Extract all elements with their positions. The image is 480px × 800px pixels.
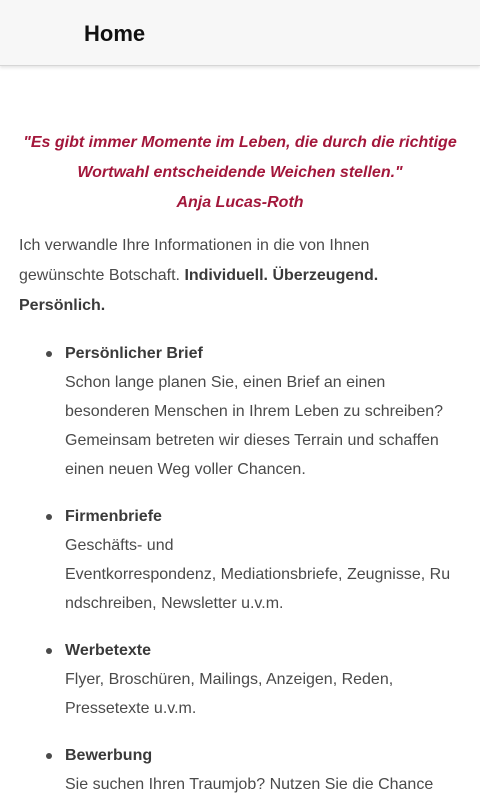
bullet-icon xyxy=(46,753,52,759)
service-description-line: Pressetexte u.v.m. xyxy=(65,700,197,717)
service-description-line: besonderen Menschen in Ihrem Leben zu schreiben? xyxy=(65,403,444,420)
service-title: Firmenbriefe xyxy=(65,508,162,525)
intro-highlight: Individuell. Überzeugend. Persönlich. xyxy=(19,267,379,314)
quote-author: Anja Lucas-Roth xyxy=(176,194,304,211)
app-bar xyxy=(0,0,480,66)
service-description-line: Flyer, Broschüren, Mailings, Anzeigen, Reden, xyxy=(65,671,394,688)
service-description xyxy=(65,770,464,799)
intro-text: Ich verwandle Ihre Informationen in die von Ihnen gewünschte Botschaft. xyxy=(19,237,370,284)
service-title: Werbetexte xyxy=(65,642,151,659)
service-description-line: einen neuen Weg voller Chancen. xyxy=(65,461,306,478)
service-item-werbetexte xyxy=(19,636,464,723)
service-title: Persönlicher Brief xyxy=(65,345,203,362)
page-title: Home xyxy=(84,21,146,46)
service-description-line: Geschäfts- und xyxy=(65,537,174,554)
service-description xyxy=(65,531,464,618)
bullet-icon xyxy=(46,514,52,520)
service-description xyxy=(65,665,464,723)
service-description-line: Schon lange planen Sie, einen Brief an einen xyxy=(65,374,386,391)
quote-line-2: Wortwahl entscheidende Weichen stellen." xyxy=(77,164,403,181)
quote-line-1: "Es gibt immer Momente im Leben, die durch die richtige xyxy=(23,134,457,151)
service-item-persoenlicher-brief xyxy=(19,339,464,484)
quote-block xyxy=(10,128,470,218)
service-description-line: Gemeinsam betreten wir dieses Terrain und schaffen xyxy=(65,432,439,449)
service-item-firmenbriefe xyxy=(19,502,464,618)
bullet-icon xyxy=(46,351,52,357)
services-list xyxy=(19,339,464,800)
service-item-bewerbung xyxy=(19,741,464,799)
main-content xyxy=(0,66,480,800)
service-description-line: Eventkorrespondenz, Mediationsbriefe, Zeugnisse, Ru xyxy=(65,566,451,583)
bullet-icon xyxy=(46,648,52,654)
service-description-line: ndschreiben, Newsletter u.v.m. xyxy=(65,595,284,612)
intro-paragraph xyxy=(19,231,459,321)
service-description xyxy=(65,368,464,484)
service-title: Bewerbung xyxy=(65,747,153,764)
service-description-line: Sie suchen Ihren Traumjob? Nutzen Sie die Chance xyxy=(65,776,434,793)
